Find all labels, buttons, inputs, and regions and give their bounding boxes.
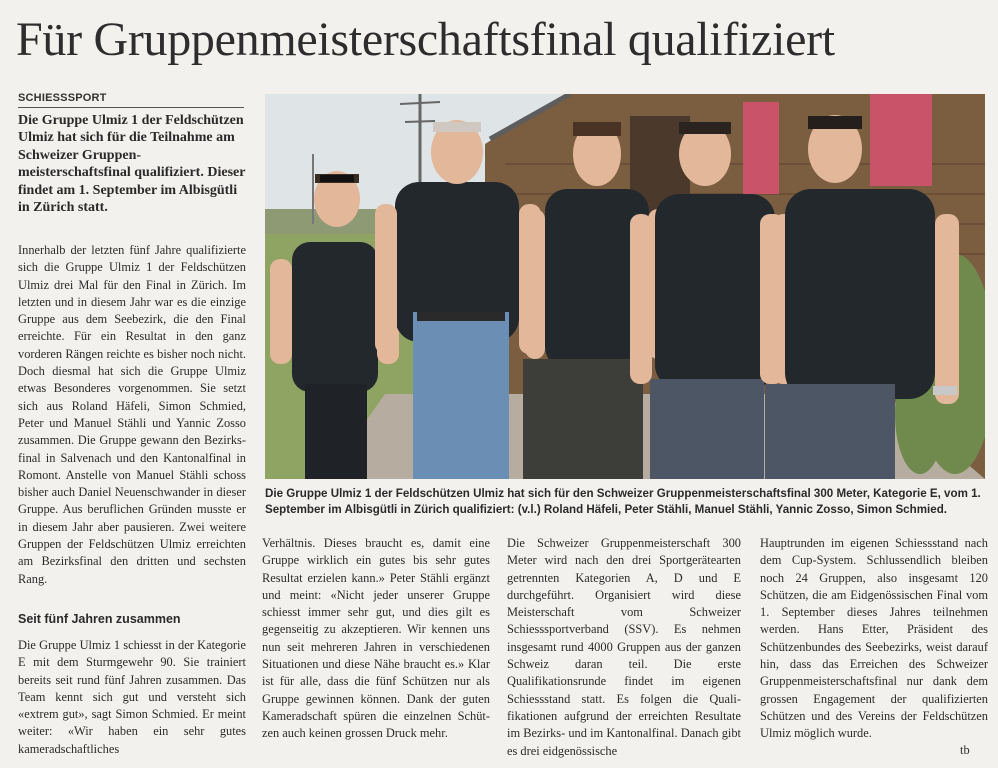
- body-paragraph-1: Innerhalb der letzten fünf Jahre qualifizierte sich die Gruppe Ulmiz 1 der Feldschützen Ulmiz drei Mal für den Final in Zürich. Im letzten und in diesem Jahr war es die einzige Gruppe aus dem Seebezirk, die den Final erreichte. Für ein Resultat in den ganz vorderen Rängen reichte es bisher noch nicht. Doch diesmal hat sich die Gruppe Ulmiz etwas Besonderes vorgenommen. Sie setzt sich aus Roland Häfeli, Simon Schmied, Peter und Manuel Stähli und Yannic Zosso zusammen. Die Gruppe gewann den Bezirksfinal in Salvenach und den Kantonalfinal in Romont. Anstelle von Manuel Stähli schoss bisher auch Daniel Neuenschwander in dieser Gruppe. Aus beruflichen Gründen musste er in diesem Jahr aber pausieren. Zwei weitere Gruppen der Feldschützen Ulmiz erreichten am Bezirksfinal den dritten und sechsten Rang.: [18, 243, 246, 586]
- body-column-1: [18, 242, 246, 588]
- body-paragraph-5: Hauptrunden im eigenen Schiessstand nach dem Cup-System. Schlussendlich bleiben noch 24 Gruppen, also insgesamt 120 Schützen, die am Eidgenössischen Final vom 1. September dieses Jahres teilnehmen werden. Hans Etter, Präsident des Schützenbundes des Seebezirks, weist darauf hin, dass das Erreichen des Schweizer Gruppenmeisterschaftsfinal nur dank dem grossen Engagement der qualifizierten Schützen und des Vereins der Feldschützen Ulmiz möglich wurde.: [760, 536, 988, 741]
- body-column-4: [760, 535, 988, 743]
- photo-caption: Die Gruppe Ulmiz 1 der Feldschützen Ulmiz hat sich für den Schweizer Gruppenmeisterschaftsfinal 300 Meter, Kategorie E, vom 1. September im Albisgütli in Zürich qualifiziert: (v.l.) Roland Häfeli, Peter Stähli, Manuel Stähli, Yannic Zosso, Simon Schmied.: [265, 487, 981, 517]
- team-photo: [265, 94, 985, 479]
- section-kicker: SCHIESSSPORT: [18, 92, 244, 108]
- lead-paragraph: Die Gruppe Ulmiz 1 der Feldschützen Ulmiz hat sich für die Teilnahme am Schweizer Gruppenmeisterschaftsfinal qualifiziert. Dieser findet am 1. September im Albisgütli in Zürich statt.: [18, 113, 246, 216]
- headline: Für Gruppenmeisterschaftsfinal qualifiziert: [16, 13, 835, 66]
- subheading: Seit fünf Jahren zusammen: [18, 612, 181, 626]
- author-signature: tb: [960, 743, 970, 757]
- body-paragraph-3: Verhältnis. Dieses braucht es, damit eine Gruppe wirklich ein gutes bis sehr gutes Resultat erzielen kann.» Peter Stähli ergänzt und meint: «Nicht jeder unserer Gruppe schiesst immer sehr gut, und dies gilt es gegenseitig zu akzeptieren. Wir kennen uns nun seit mehreren Jahren in verschiedenen Situationen und diese Nähe braucht es.» Klar ist für alle, dass die fünf Schützen nur als Gruppe gewinnen können. Dank der guten Kameradschaft spüren die einzelnen Schützen auch keinen grossen Druck mehr.: [262, 536, 490, 741]
- body-column-1-continued: [18, 637, 246, 758]
- body-column-2: [262, 535, 490, 743]
- body-paragraph-4: Die Schweizer Gruppenmeisterschaft 300 Meter wird nach den drei Sportgerätearten getrennten Kategorien A, D und E durchgeführt. Organisiert wird diese Meisterschaft vom Schweizer Schiesssportverband (SSV). Es nehmen insgesamt rund 4000 Gruppen aus der ganzen Schweiz daran teil. Die erste Qualifikationsrunde findet im eigenen Schiessstand statt. Es folgen die Qualifikationen aufgrund der erreichten Resultate im Bezirks- und im Kantonalfinal. Danach gibt es drei eidgenössische: [507, 536, 741, 758]
- body-paragraph-2: Die Gruppe Ulmiz 1 schiesst in der Kategorie E mit dem Sturmgewehr 90. Sie trainiert bereits seit rund fünf Jahren zusammen. Das Team kennt sich gut und versteht sich «extrem gut», sagt Simon Schmied. Er meint weiter: «Wir haben ein sehr gutes kameradschaftliches: [18, 638, 246, 756]
- body-column-3: [507, 535, 741, 760]
- team-photo-illustration: [265, 94, 985, 479]
